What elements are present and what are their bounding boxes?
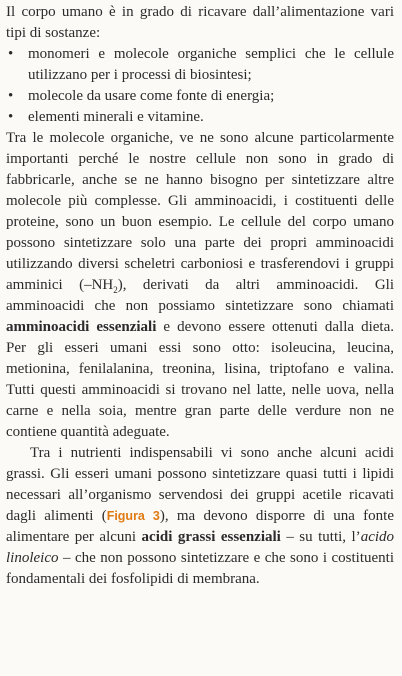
paragraph-text: ), ma devono disporre di una fonte alimentare per alcuni [6,508,395,545]
paragraph-text: ), derivati da altri amminoacidi. Gli amminoacidi che non possiamo sintetizzare sono chiamati [6,277,394,314]
key-term: acidi grassi essenziali [141,529,281,545]
figure-reference-link[interactable]: Figura 3 [106,509,160,523]
paragraph-text: – su tutti, l’ [280,529,361,545]
bullet-icon: • [8,109,14,125]
amino-acids-paragraph [6,128,394,443]
body-text [6,2,394,590]
list-item-text: monomeri e molecole organiche semplici che le cellule utilizzano per i processi di biosintesi; [28,46,394,83]
bullet-icon: • [8,46,14,62]
paragraph-text: – che non possono sintetizzare e che sono i costituenti fondamentali dei fosfolipidi di membrana. [6,550,394,587]
nutrient-list [6,44,394,128]
italic-term: acido linoleico [6,529,395,566]
subscript: 2 [113,285,118,295]
list-item-text: molecole da usare come fonte di energia; [28,88,275,104]
bullet-icon: • [8,88,14,104]
paragraph-text: e devono essere ottenuti dalla dieta. Per gli esseri umani essi sono otto: isoleucina, leucina, metionina, fenilalanina, treonina, lisina, triptofano e valina. Tutti questi amminoacidi si trovano nel latte, nelle uova, nella carne e nella soia, mentre gran parte delle verdure non ne contiene quantità adeguate. [6,319,394,440]
paragraph-text: Tra i nutrienti indispensabili vi sono anche alcuni acidi grassi. Gli esseri umani possono sintetizzare quasi tutti i lipidi necessari all’organismo servendosi dei gruppi acetile ricavati dagli alimenti ( [6,445,394,524]
list-item-text: elementi minerali e vitamine. [28,109,204,125]
intro-paragraph: Il corpo umano è in grado di ricavare dall’alimentazione vari tipi di sostanze: [6,4,394,41]
fatty-acids-paragraph [6,443,394,590]
list-item [6,86,394,107]
paragraph-text: Tra le molecole organiche, ve ne sono alcune particolarmente importanti perché le nostre cellule non sono in grado di fabbricarle, anche se ne hanno bisogno per sintetizzare altre molecole più complesse. Gli amminoacidi, i costituenti delle proteine, sono un buon esempio. Le cellule del corpo umano possono sintetizzare solo una parte dei propri amminoacidi utilizzando diversi scheletri carboniosi e trasferendovi i gruppi amminici (–NH [6,130,394,293]
list-item [6,107,394,128]
list-item [6,44,394,86]
key-term: amminoacidi essenziali [6,319,157,335]
